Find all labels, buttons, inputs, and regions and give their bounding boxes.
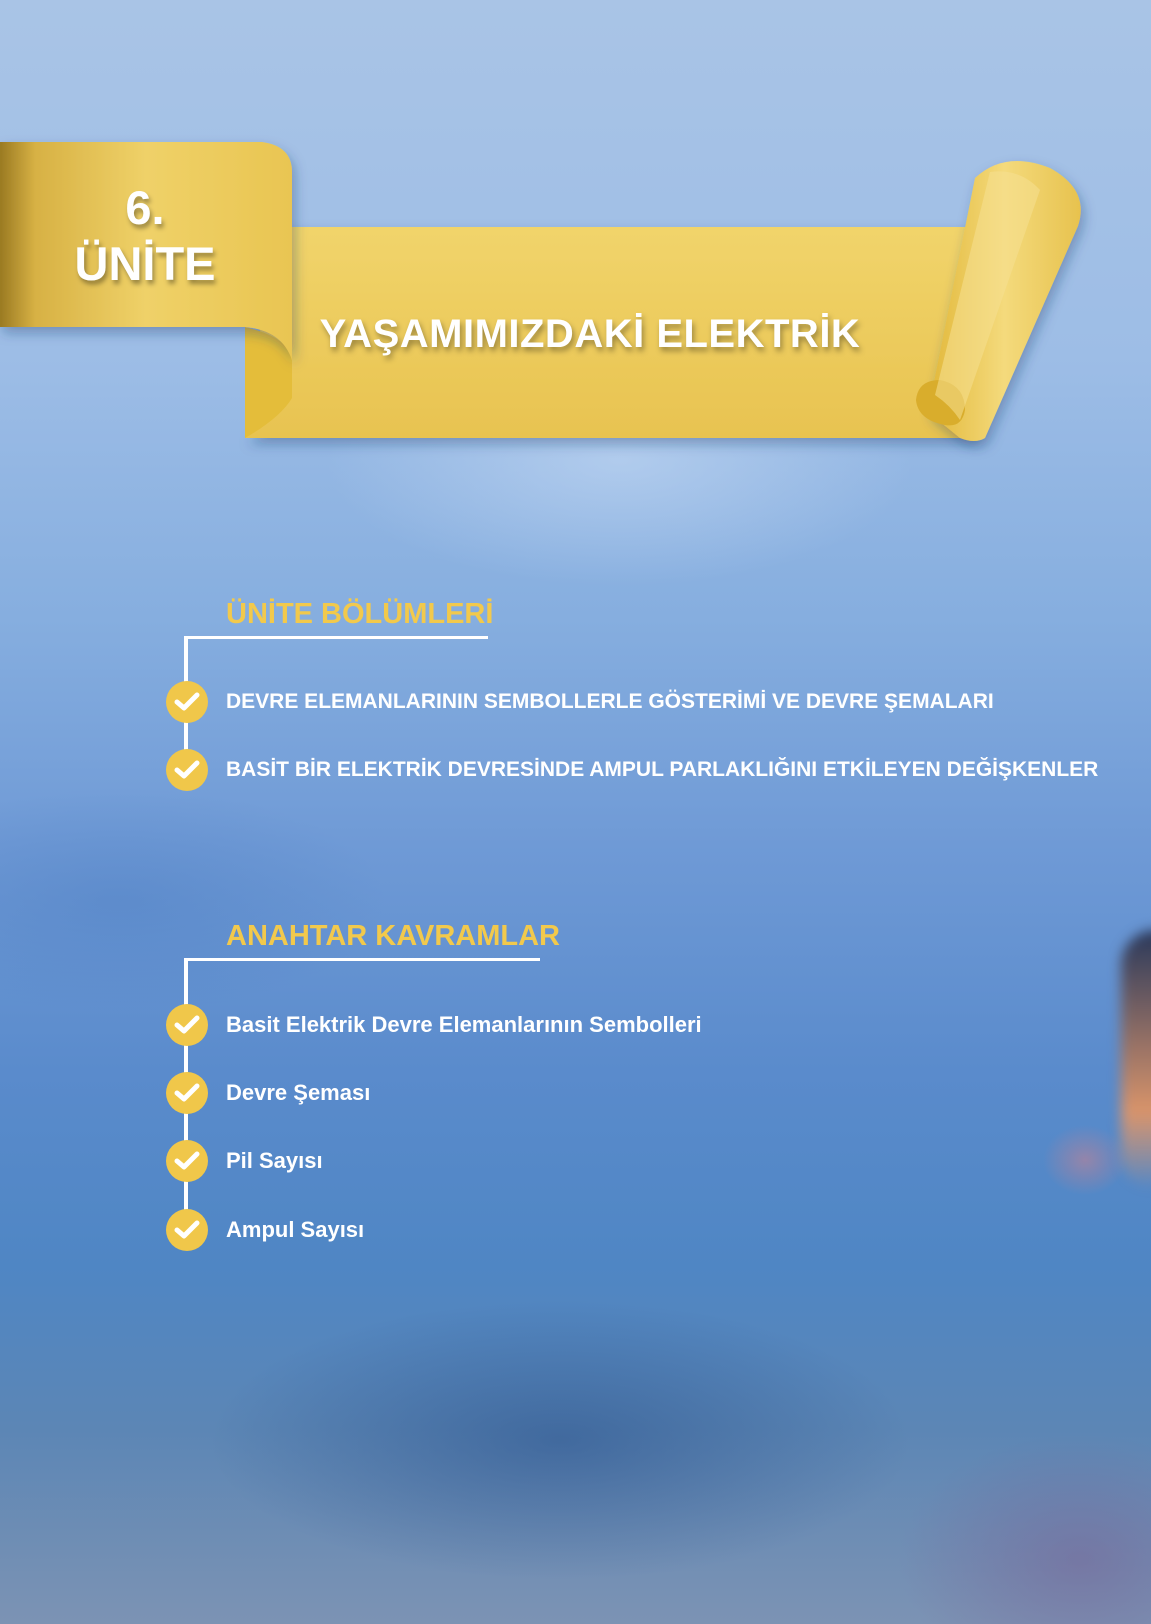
unit-label: [40, 180, 250, 292]
list-item-text: DEVRE ELEMANLARININ SEMBOLLERLE GÖSTERİMİ VE DEVRE ŞEMALARI: [226, 690, 994, 713]
list-item-text: Pil Sayısı: [226, 1148, 323, 1173]
section-rule-horizontal: [184, 958, 540, 961]
background-light-blur: [1121, 930, 1151, 1190]
list-item-text: Devre Şeması: [226, 1080, 371, 1105]
check-circle-icon: [166, 1072, 208, 1114]
list-item: [166, 1071, 370, 1115]
list-item: [166, 1208, 364, 1252]
check-circle-icon: [166, 749, 208, 791]
list-item: [166, 1003, 702, 1047]
unit-word: ÜNİTE: [74, 237, 216, 290]
list-item: [166, 748, 1098, 792]
section-rule-horizontal: [184, 636, 488, 639]
section-heading-key-concepts: ANAHTAR KAVRAMLAR: [226, 920, 560, 952]
list-item: [166, 1139, 323, 1183]
list-item-text: BASİT BİR ELEKTRİK DEVRESİNDE AMPUL PARLAKLIĞINI ETKİLEYEN DEĞİŞKENLER: [226, 758, 1099, 781]
page-title: YAŞAMIMIZDAKİ ELEKTRİK: [319, 312, 861, 356]
unit-number: 6.: [125, 181, 165, 234]
section-heading-unit-parts: ÜNİTE BÖLÜMLERİ: [226, 598, 494, 630]
check-circle-icon: [166, 681, 208, 723]
check-circle-icon: [166, 1004, 208, 1046]
list-item-text: Basit Elektrik Devre Elemanlarının Sembolleri: [226, 1012, 702, 1037]
list-item-text: Ampul Sayısı: [226, 1217, 365, 1242]
check-circle-icon: [166, 1140, 208, 1182]
list-item: [166, 680, 994, 724]
check-circle-icon: [166, 1209, 208, 1251]
